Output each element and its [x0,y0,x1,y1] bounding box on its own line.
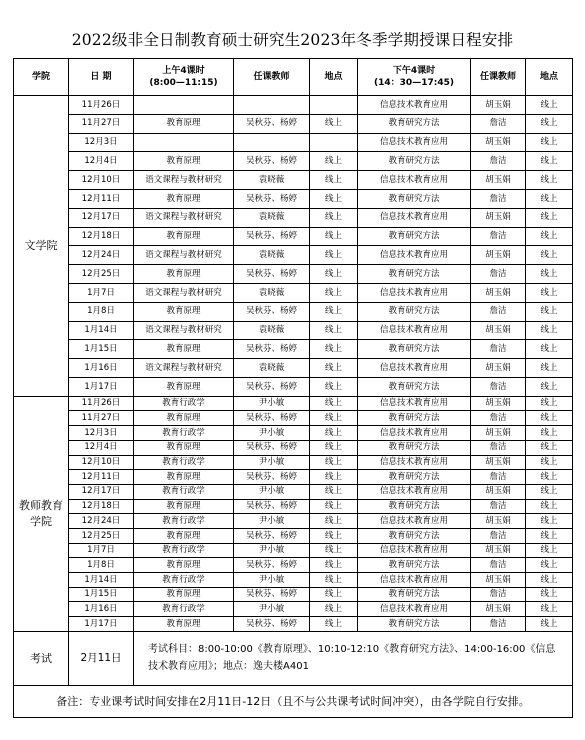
pm-location-cell: 线上 [526,340,573,359]
pm-course-cell: 教育研究方法 [358,377,471,396]
note-row [14,685,573,717]
am-location-cell: 线上 [310,470,358,485]
exam-row [14,631,573,685]
am-teacher-cell: 袁晓薇 [234,246,310,265]
pm-location-cell: 线上 [526,455,573,470]
am-teacher-cell: 尹小敏 [234,484,310,499]
table-row [14,152,573,171]
pm-teacher-cell: 詹洁 [471,528,526,543]
header-morning-title: 上午4课时 [162,65,205,76]
date-cell: 12月25日 [69,265,134,284]
pm-location-cell: 线上 [526,514,573,529]
pm-teacher-cell: 詹洁 [471,617,526,632]
pm-location-cell: 线上 [526,283,573,302]
pm-location-cell: 线上 [526,470,573,485]
pm-location-cell: 线上 [526,411,573,426]
header-morning-time: (8:00—11:15) [149,78,218,88]
pm-teacher-cell: 詹洁 [471,340,526,359]
am-teacher-cell: 吴秋芬、杨婷 [234,470,310,485]
am-course-cell: 教育原理 [134,411,234,426]
am-course-cell: 教育原理 [134,470,234,485]
am-location-cell: 线上 [310,440,358,455]
am-location-cell: 线上 [310,265,358,284]
am-course-cell: 教育原理 [134,440,234,455]
am-course-cell: 语文课程与教材研究 [134,283,234,302]
am-location-cell: 线上 [310,528,358,543]
am-teacher-cell: 袁晓薇 [234,208,310,227]
am-course-cell: 教育行政学 [134,602,234,617]
table-row [14,208,573,227]
am-course-cell: 教育行政学 [134,455,234,470]
pm-course-cell: 教育研究方法 [358,499,471,514]
pm-teacher-cell: 詹洁 [471,558,526,573]
header-pm-location: 地点 [526,59,573,96]
am-course-cell: 语文课程与教材研究 [134,246,234,265]
table-row [14,484,573,499]
table-row [14,426,573,441]
pm-teacher-cell: 詹洁 [471,470,526,485]
pm-location-cell: 线上 [526,246,573,265]
pm-course-cell: 信息技术教育应用 [358,133,471,152]
pm-teacher-cell: 胡玉娟 [471,602,526,617]
date-cell: 12月4日 [69,440,134,455]
table-row [14,617,573,632]
date-cell: 12月11日 [69,470,134,485]
pm-location-cell: 线上 [526,152,573,171]
table-row [14,573,573,588]
header-school: 学院 [14,59,69,96]
pm-location-cell: 线上 [526,208,573,227]
pm-course-cell: 信息技术教育应用 [358,455,471,470]
schedule-table [13,58,573,718]
pm-teacher-cell: 詹洁 [471,377,526,396]
am-teacher-cell: 尹小敏 [234,573,310,588]
pm-course-cell: 教育研究方法 [358,528,471,543]
pm-course-cell: 信息技术教育应用 [358,484,471,499]
date-cell: 12月10日 [69,455,134,470]
am-teacher-cell: 吴秋芬、杨婷 [234,152,310,171]
am-course-cell: 教育原理 [134,528,234,543]
am-location-cell: 线上 [310,455,358,470]
pm-location-cell: 线上 [526,440,573,455]
am-course-cell: 语文课程与教材研究 [134,359,234,378]
am-teacher-cell [234,96,310,115]
pm-teacher-cell: 詹洁 [471,411,526,426]
date-cell: 12月17日 [69,484,134,499]
pm-teacher-cell: 詹洁 [471,499,526,514]
am-location-cell: 线上 [310,543,358,558]
table-row [14,302,573,321]
am-location-cell: 线上 [310,152,358,171]
pm-teacher-cell: 胡玉娟 [471,573,526,588]
am-teacher-cell: 尹小敏 [234,396,310,411]
date-cell: 11月26日 [69,96,134,115]
date-cell: 12月24日 [69,514,134,529]
table-row [14,514,573,529]
pm-teacher-cell: 胡玉娟 [471,246,526,265]
date-cell: 12月17日 [69,208,134,227]
pm-teacher-cell: 胡玉娟 [471,171,526,190]
pm-teacher-cell: 胡玉娟 [471,96,526,115]
header-afternoon [358,59,471,96]
am-course-cell: 教育原理 [134,617,234,632]
am-teacher-cell: 尹小敏 [234,426,310,441]
am-location-cell: 线上 [310,114,358,133]
am-course-cell: 教育行政学 [134,484,234,499]
pm-teacher-cell: 胡玉娟 [471,359,526,378]
pm-teacher-cell: 胡玉娟 [471,426,526,441]
pm-course-cell: 教育研究方法 [358,470,471,485]
pm-location-cell: 线上 [526,321,573,340]
date-cell: 1月8日 [69,558,134,573]
table-row [14,499,573,514]
pm-location-cell: 线上 [526,265,573,284]
am-teacher-cell: 吴秋芬、杨婷 [234,114,310,133]
am-location-cell: 线上 [310,227,358,246]
date-cell: 1月15日 [69,587,134,602]
am-teacher-cell: 吴秋芬、杨婷 [234,227,310,246]
pm-location-cell: 线上 [526,543,573,558]
am-course-cell: 教育原理 [134,227,234,246]
pm-course-cell: 教育研究方法 [358,227,471,246]
am-teacher-cell: 吴秋芬、杨婷 [234,265,310,284]
pm-course-cell: 信息技术教育应用 [358,426,471,441]
pm-course-cell: 教育研究方法 [358,265,471,284]
table-row [14,455,573,470]
am-course-cell: 教育行政学 [134,573,234,588]
date-cell: 12月24日 [69,246,134,265]
am-location-cell: 线上 [310,302,358,321]
am-teacher-cell: 袁晓薇 [234,359,310,378]
pm-course-cell: 信息技术教育应用 [358,573,471,588]
pm-teacher-cell: 胡玉娟 [471,543,526,558]
pm-location-cell: 线上 [526,359,573,378]
am-course-cell: 教育行政学 [134,426,234,441]
pm-course-cell: 信息技术教育应用 [358,96,471,115]
am-location-cell: 线上 [310,617,358,632]
header-morning [134,59,234,96]
pm-course-cell: 信息技术教育应用 [358,543,471,558]
am-location-cell: 线上 [310,246,358,265]
pm-teacher-cell: 詹洁 [471,440,526,455]
am-teacher-cell: 袁晓薇 [234,321,310,340]
table-row [14,411,573,426]
am-course-cell: 语文课程与教材研究 [134,208,234,227]
pm-teacher-cell: 胡玉娟 [471,396,526,411]
date-cell: 1月17日 [69,617,134,632]
am-course-cell: 语文课程与教材研究 [134,171,234,190]
header-afternoon-time: (14：30—17:45) [374,78,454,88]
date-cell: 1月8日 [69,302,134,321]
am-teacher-cell: 吴秋芬、杨婷 [234,558,310,573]
am-location-cell: 线上 [310,573,358,588]
pm-teacher-cell: 胡玉娟 [471,484,526,499]
table-row [14,340,573,359]
am-course-cell: 教育行政学 [134,543,234,558]
table-row [14,470,573,485]
footer-body [14,631,573,717]
am-location-cell: 线上 [310,359,358,378]
pm-course-cell: 教育研究方法 [358,558,471,573]
pm-course-cell: 信息技术教育应用 [358,359,471,378]
date-cell: 12月3日 [69,426,134,441]
date-cell: 1月14日 [69,321,134,340]
pm-teacher-cell: 胡玉娟 [471,514,526,529]
table-row [14,133,573,152]
header-am-teacher: 任课教师 [234,59,310,96]
pm-course-cell: 信息技术教育应用 [358,171,471,190]
am-location-cell: 线上 [310,340,358,359]
exam-date: 2月11日 [69,631,134,685]
am-location-cell: 线上 [310,499,358,514]
date-cell: 11月27日 [69,114,134,133]
pm-teacher-cell: 詹洁 [471,114,526,133]
am-course-cell: 教育原理 [134,587,234,602]
pm-course-cell: 教育研究方法 [358,440,471,455]
pm-course-cell: 教育研究方法 [358,587,471,602]
am-course-cell: 教育行政学 [134,396,234,411]
am-course-cell: 教育原理 [134,152,234,171]
pm-teacher-cell: 胡玉娟 [471,283,526,302]
table-row [14,321,573,340]
am-location-cell: 线上 [310,514,358,529]
pm-location-cell: 线上 [526,617,573,632]
date-cell: 1月7日 [69,543,134,558]
schedule-body [14,96,573,632]
pm-location-cell: 线上 [526,114,573,133]
am-location-cell: 线上 [310,602,358,617]
exam-details: 考试科目：8:00-10:00《教育原理》、10:10-12:10《教育研究方法》、14:00-16:00《信息技术教育应用》；地点：逸夫楼A401 [134,631,573,685]
pm-location-cell: 线上 [526,528,573,543]
am-course-cell: 教育原理 [134,377,234,396]
am-teacher-cell: 袁晓薇 [234,171,310,190]
pm-location-cell: 线上 [526,227,573,246]
am-course-cell: 教育原理 [134,302,234,321]
table-row [14,189,573,208]
am-course-cell: 教育原理 [134,265,234,284]
date-cell: 1月16日 [69,602,134,617]
date-cell: 12月10日 [69,171,134,190]
header-row [14,59,573,96]
exam-label: 考试 [14,631,69,685]
am-location-cell: 线上 [310,396,358,411]
am-teacher-cell: 吴秋芬、杨婷 [234,499,310,514]
am-teacher-cell: 吴秋芬、杨婷 [234,617,310,632]
am-teacher-cell: 吴秋芬、杨婷 [234,440,310,455]
table-row [14,227,573,246]
pm-course-cell: 教育研究方法 [358,152,471,171]
am-location-cell: 线上 [310,377,358,396]
am-teacher-cell: 吴秋芬、杨婷 [234,377,310,396]
table-row [14,558,573,573]
pm-teacher-cell: 詹洁 [471,227,526,246]
table-row [14,377,573,396]
am-location-cell: 线上 [310,189,358,208]
pm-location-cell: 线上 [526,189,573,208]
table-row [14,246,573,265]
pm-location-cell: 线上 [526,558,573,573]
table-row [14,602,573,617]
pm-location-cell: 线上 [526,587,573,602]
am-teacher-cell [234,133,310,152]
date-cell: 11月26日 [69,396,134,411]
am-course-cell [134,96,234,115]
am-teacher-cell: 尹小敏 [234,514,310,529]
table-row [14,587,573,602]
table-row [14,265,573,284]
pm-location-cell: 线上 [526,96,573,115]
table-row [14,96,573,115]
date-cell: 1月16日 [69,359,134,378]
am-location-cell [310,96,358,115]
am-course-cell: 教育原理 [134,499,234,514]
date-cell: 12月18日 [69,499,134,514]
am-location-cell: 线上 [310,426,358,441]
am-teacher-cell: 吴秋芬、杨婷 [234,528,310,543]
pm-location-cell: 线上 [526,133,573,152]
am-location-cell: 线上 [310,171,358,190]
pm-teacher-cell: 胡玉娟 [471,321,526,340]
am-teacher-cell: 吴秋芬、杨婷 [234,302,310,321]
date-cell: 12月3日 [69,133,134,152]
am-location-cell [310,133,358,152]
am-course-cell: 教育原理 [134,189,234,208]
am-location-cell: 线上 [310,321,358,340]
pm-course-cell: 信息技术教育应用 [358,602,471,617]
school-cell: 文学院 [14,96,69,397]
pm-location-cell: 线上 [526,499,573,514]
pm-teacher-cell: 胡玉娟 [471,208,526,227]
pm-location-cell: 线上 [526,171,573,190]
pm-course-cell: 信息技术教育应用 [358,396,471,411]
pm-location-cell: 线上 [526,573,573,588]
am-location-cell: 线上 [310,411,358,426]
date-cell: 1月15日 [69,340,134,359]
am-course-cell: 教育原理 [134,558,234,573]
pm-course-cell: 信息技术教育应用 [358,208,471,227]
pm-teacher-cell: 詹洁 [471,587,526,602]
date-cell: 1月17日 [69,377,134,396]
header-pm-teacher: 任课教师 [471,59,526,96]
date-cell: 12月18日 [69,227,134,246]
note-text: 备注：专业课考试时间安排在2月11日-12日（且不与公共课考试时间冲突），由各学院自行安排。 [14,685,573,717]
am-teacher-cell: 吴秋芬、杨婷 [234,189,310,208]
am-course-cell: 语文课程与教材研究 [134,321,234,340]
pm-course-cell: 教育研究方法 [358,617,471,632]
am-location-cell: 线上 [310,208,358,227]
pm-teacher-cell: 詹洁 [471,265,526,284]
table-row [14,283,573,302]
am-teacher-cell: 吴秋芬、杨婷 [234,411,310,426]
pm-teacher-cell: 詹洁 [471,189,526,208]
pm-course-cell: 教育研究方法 [358,114,471,133]
pm-teacher-cell: 胡玉娟 [471,133,526,152]
table-row [14,171,573,190]
am-course-cell: 教育行政学 [134,514,234,529]
am-teacher-cell: 吴秋芬、杨婷 [234,587,310,602]
pm-course-cell: 信息技术教育应用 [358,283,471,302]
header-am-location: 地点 [310,59,358,96]
date-cell: 12月25日 [69,528,134,543]
am-teacher-cell: 尹小敏 [234,455,310,470]
pm-teacher-cell: 胡玉娟 [471,455,526,470]
am-teacher-cell: 袁晓薇 [234,283,310,302]
table-row [14,543,573,558]
am-course-cell: 教育原理 [134,114,234,133]
pm-course-cell: 信息技术教育应用 [358,321,471,340]
pm-course-cell: 教育研究方法 [358,411,471,426]
pm-course-cell: 信息技术教育应用 [358,246,471,265]
pm-teacher-cell: 詹洁 [471,152,526,171]
am-course-cell: 教育原理 [134,340,234,359]
am-location-cell: 线上 [310,283,358,302]
am-teacher-cell: 尹小敏 [234,543,310,558]
am-teacher-cell: 吴秋芬、杨婷 [234,340,310,359]
pm-location-cell: 线上 [526,602,573,617]
am-teacher-cell: 尹小敏 [234,602,310,617]
table-row [14,528,573,543]
pm-course-cell: 教育研究方法 [358,340,471,359]
date-cell: 12月4日 [69,152,134,171]
page-title: 2022级非全日制教育硕士研究生2023年冬季学期授课日程安排 [71,31,514,49]
am-location-cell: 线上 [310,484,358,499]
pm-course-cell: 信息技术教育应用 [358,514,471,529]
date-cell: 11月27日 [69,411,134,426]
pm-location-cell: 线上 [526,484,573,499]
date-cell: 1月14日 [69,573,134,588]
pm-course-cell: 教育研究方法 [358,189,471,208]
header-date: 日 期 [69,59,134,96]
table-row [14,114,573,133]
table-row [14,440,573,455]
school-cell: 教师教育学院 [14,396,69,631]
pm-location-cell: 线上 [526,426,573,441]
pm-location-cell: 线上 [526,396,573,411]
table-row [14,396,573,411]
pm-course-cell: 教育研究方法 [358,302,471,321]
am-location-cell: 线上 [310,558,358,573]
am-location-cell: 线上 [310,587,358,602]
pm-location-cell: 线上 [526,377,573,396]
pm-location-cell: 线上 [526,302,573,321]
date-cell: 1月7日 [69,283,134,302]
header-afternoon-title: 下午4课时 [392,65,436,76]
am-course-cell [134,133,234,152]
pm-teacher-cell: 詹洁 [471,302,526,321]
date-cell: 12月11日 [69,189,134,208]
table-row [14,359,573,378]
